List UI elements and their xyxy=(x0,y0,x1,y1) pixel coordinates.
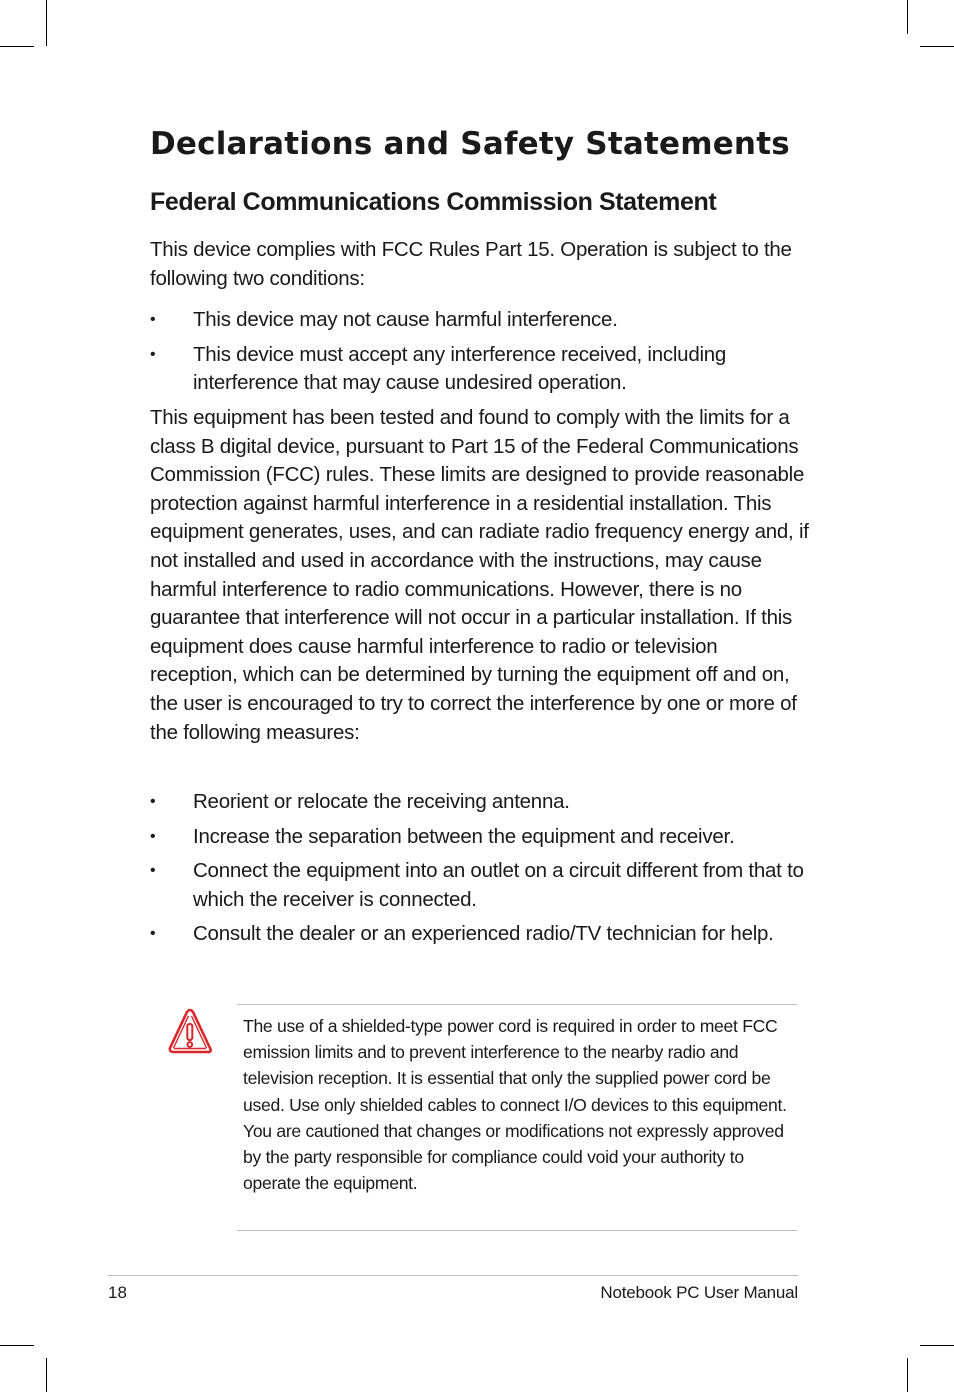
footer-divider xyxy=(108,1275,798,1276)
list-item: • Consult the dealer or an experienced radio/TV technician for help. xyxy=(150,920,810,949)
crop-mark xyxy=(907,1358,908,1392)
section-heading: Federal Communications Commission Statement xyxy=(150,188,717,216)
list-item: • Increase the separation between the equipment and receiver. xyxy=(150,823,810,852)
list-item: • Reorient or relocate the receiving antenna. xyxy=(150,788,810,817)
bullet-icon: • xyxy=(150,345,156,363)
bullet-icon: • xyxy=(150,793,156,810)
list-item: • This device may not cause harmful interference. xyxy=(150,306,810,335)
measures-list xyxy=(150,788,810,955)
crop-mark xyxy=(920,46,954,47)
crop-mark xyxy=(920,1345,954,1346)
crop-mark xyxy=(46,1358,47,1392)
crop-mark xyxy=(0,1345,34,1346)
page-number: 18 xyxy=(108,1283,127,1302)
crop-mark xyxy=(46,0,47,46)
manual-title: Notebook PC User Manual xyxy=(600,1283,798,1302)
page-title: Declarations and Safety Statements xyxy=(150,126,790,162)
warning-note-text: The use of a shielded-type power cord is required in order to meet FCC emission limits and to prevent interference to the nearby radio and television reception. It is essential that only the supplied power cord be used. Use only shielded cables to connect I/O devices to this equipment. You are cautioned that changes or modifications not expressly approved by the party responsible for compliance could void your authority to operate the equipment. xyxy=(243,1016,787,1194)
intro-paragraph: This device complies with FCC Rules Part 15. Operation is subject to the following two conditions: xyxy=(150,238,792,290)
crop-mark xyxy=(0,46,34,47)
crop-mark xyxy=(907,0,908,34)
bullet-icon: • xyxy=(150,862,156,880)
conditions-list xyxy=(150,306,810,404)
bullet-icon: • xyxy=(150,827,156,845)
list-item: • This device must accept any interference received, including interference that may cause undesired operation. xyxy=(150,342,727,395)
bullet-icon: • xyxy=(150,311,156,328)
body-paragraph: This equipment has been tested and found to comply with the limits for a class B digital device, pursuant to Part 15 of the Federal Communications Commission (FCC) rules. These limits are designed to provide reasonable protection against harmful interference in a residential installation. This equipment generates, uses, and can radiate radio frequency energy and, if not installed and used in accordance with the instructions, may cause harmful interference to radio communications. However, there is no guarantee that interference will not occur in a particular installation. If this equipment does cause harmful interference to radio or television reception, which can be determined by turning the equipment off and on, the user is encouraged to try to correct the interference by one or more of the following measures: xyxy=(150,406,809,744)
bullet-icon: • xyxy=(150,925,156,943)
list-item: • Connect the equipment into an outlet on a circuit different from that to which the receiver is connected. xyxy=(150,859,804,911)
warning-note xyxy=(237,1004,797,1231)
warning-triangle-icon xyxy=(166,1008,214,1056)
